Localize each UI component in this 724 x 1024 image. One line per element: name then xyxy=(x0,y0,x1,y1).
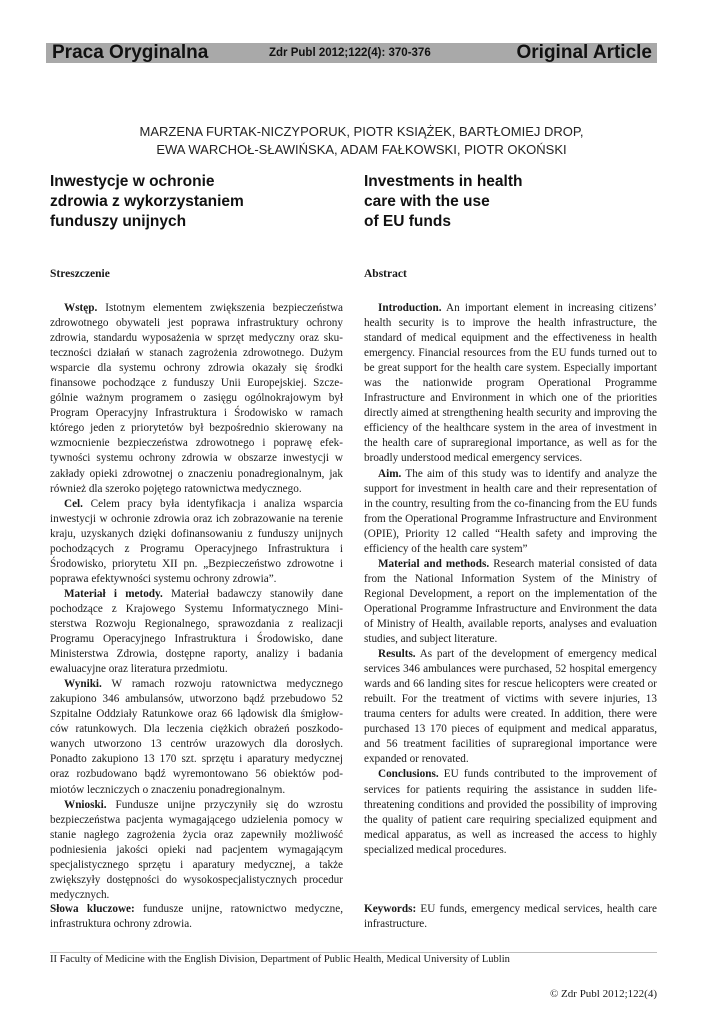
article-type-english: Original Article xyxy=(516,42,652,63)
paragraph-text: As part of the development of emergency medical services 346 ambulances were purchased, 52 hospital emergency wards and 66 landing sites for rescue helicopters were created or rebuilt. For the treatment of victims with severe injuries, 13 trauma centers for adults were created. In addition, there were purchased 13 170 pieces of equipment and medical apparatus, and 56 treatment facilities of supraregional importance were expanded or renovated. xyxy=(364,648,657,766)
paragraph-label: Conclusions. xyxy=(378,768,439,781)
paragraph-label: Cel. xyxy=(64,497,83,510)
keywords-label: Słowa kluczowe: xyxy=(50,903,135,915)
title-line: care with the use xyxy=(364,193,490,210)
abstract-heading-polish: Streszczenie xyxy=(50,268,110,280)
author-line: MARZENA FURTAK-NICZYPORUK, PIOTR KSIĄŻEK, BARTŁOMIEJ DROP, xyxy=(139,124,584,139)
abstract-heading-english: Abstract xyxy=(364,268,407,280)
abstract-paragraph xyxy=(364,467,657,557)
keywords-text: fundusze unijne, ratownictwo medyczne, infrastruktura ochrony zdrowia. xyxy=(50,903,343,931)
paragraph-text: Istotnym elementem zwiększenia bezpieczeństwa zdrowotnego obywateli jest poprawa infrastruktury ochrony zdrowia, standardu wyposażenia w sprzęt medyczny oraz skuteczności działań w stanach zagrożenia zdrowotnego. Dużym wsparcie dla systemu ochrony zdrowia okazały się środki finansowe pochodzące z funduszy Unii Europejskiej. Szczególnie ważnym programem o zasięgu ogólnokrajowym był Program Operacyjny Infrastruktura i Środowisko w ramach którego jeden z priorytetów był bezpośrednio skierowany na wzmocnienie bezpieczeństwa zdrowotnego i poprawę efektywności systemu ochrony zdrowia w obszarze inwestycji w zakłady opieki zdrowotnej o znaczeniu ponadregionalnym, jak również dla szeroko pojętego ratownictwa medycznego. xyxy=(50,302,343,495)
footnote-divider xyxy=(50,952,657,953)
paragraph-label: Wyniki. xyxy=(64,678,102,691)
journal-header-bar xyxy=(46,43,657,63)
paragraph-label: Wnioski. xyxy=(64,798,107,811)
paragraph-text: The aim of this study was to identify and analyze the support for investment in health care and their representation of in the country, resulting from the co-financing from the EU funds from the Operational Programme Infrastructure and Environment (OPIE), Priority 12 called “Health safety and improving the efficiency of the health care system” xyxy=(364,467,657,555)
abstract-body-english xyxy=(364,301,657,858)
paragraph-text: An important element in increasing citizens’ health security is to improve the health infrastructure, the standard of medical equipment and the effectiveness in health emergency. Financial resources from the EU funds turned out to be great support for the health care system. Especially important was the nationwide program Operational Programme Infrastructure and Environment in which one of the priorities directly aimed at strengthening health security and improving the efficiency of the healthcare system in the area of investment in the health care of supraregional importance, as well as for the broadly understood medical emergency services. xyxy=(364,302,657,465)
paragraph-text: EU funds contributed to the improvement of services for patients requiring the assistance in sudden life-threatening conditions and provided the possibility of improving the quality of patient care requiring specialized equipment and medical apparatus, as well as increased the access to highly specialized medical procedures. xyxy=(364,768,657,856)
keywords-english xyxy=(364,902,657,932)
abstract-paragraph xyxy=(364,301,657,467)
paragraph-text: Celem pracy była identyfikacja i analiza wsparcia inwestycji w ochronie zdrowia oraz ich zobrazowanie na terenie kraju, uzyskanych dzięki dofinansowaniu z funduszy unijnych pochodzących z Programu Operacyjnego Infrastruktura i Środowisko, priorytetu XII pn. „Bezpieczeństwo zdrowotne i poprawa efektywności systemu ochrony zdrowia”. xyxy=(50,497,343,585)
title-english xyxy=(364,172,522,232)
paragraph-label: Aim. xyxy=(378,467,402,480)
paragraph-text: Research material consisted of data from the National Information System of the Ministry of Regional Development, a report on the implementation of the Operational Programme Infrastructure and Environment the data of Ministry of Health, available reports, analyses and evaluation studies, and subject literature. xyxy=(364,557,657,646)
paragraph-label: Introduction. xyxy=(378,302,442,314)
paragraph-label: Results. xyxy=(378,648,416,661)
article-type-polish: Praca Oryginalna xyxy=(52,42,209,63)
abstract-paragraph xyxy=(364,767,657,857)
author-affiliation: II Faculty of Medicine with the English Division, Department of Public Health, Medical University of Lublin xyxy=(50,954,510,965)
paragraph-text: W ramach rozwoju ratownictwa medycznego zakupiono 346 ambulansów, utworzono bądź przebudowo 52 Szpitalne Oddziały Ratunkowe oraz 66 lądowisk dla śmigłowców ratunkowych. Dla leczenia ciężkich obrażeń poszkodowanych utworzono 13 centrów urazowych dla dorosłych. Ponadto zakupiono 13 170 szt. sprzętu i aparatury medycznej oraz rozbudowano bądź wyremontowano 56 obiektów podmiotów leczniczych o znaczeniu ponadregionalnym. xyxy=(50,678,343,796)
journal-citation: Zdr Publ 2012;122(4): 370-376 xyxy=(269,47,431,59)
keywords-text: EU funds, emergency medical services, health care infrastructure. xyxy=(364,903,657,931)
paragraph-label: Materiał i metody. xyxy=(64,587,163,600)
abstract-paragraph xyxy=(50,677,343,797)
paragraph-text: Fundusze unijne przyczyniły się do wzrostu bezpieczeństwa pacjenta wymagającego udzielenia pomocy w stanie nagłego zagrożenia życia oraz zapewniły możliwość podniesienia jakości opieki nad pacjentem wymagającym specjalistycznego sprzętu i aparatury medycznej, a także zwiększyły dostępności do wysokospecjalistycznych procedur medycznych. xyxy=(50,798,343,901)
title-line: Investments in health xyxy=(364,173,523,190)
title-line: zdrowia z wykorzystaniem xyxy=(50,193,244,210)
title-line: funduszy unijnych xyxy=(50,213,187,230)
abstract-body-polish xyxy=(50,301,343,903)
abstract-paragraph xyxy=(364,557,657,647)
title-line: of EU funds xyxy=(364,213,451,230)
title-line: Inwestycje w ochronie xyxy=(50,173,215,190)
paragraph-text: Materiał badawczy stanowiły dane pochodzące z Krajowego Systemu Informatycznego Ministerstwa Rozwoju Regionalnego, sprawozdania z realizacji Programu Operacyjnego Infrastruktura i Środowisko, dane Ministerstwa Zdrowia, dostępne raporty, analizy i badania ewaluacyjne oraz literatura przedmiotu. xyxy=(50,587,344,676)
author-line: EWA WARCHOŁ-SŁAWIŃSKA, ADAM FAŁKOWSKI, PIOTR OKOŃSKI xyxy=(156,142,567,157)
abstract-paragraph xyxy=(50,798,343,903)
title-polish xyxy=(50,172,244,232)
author-list xyxy=(60,123,663,159)
paragraph-label: Wstęp. xyxy=(64,302,98,314)
abstract-paragraph xyxy=(50,587,343,677)
page-footer: © Zdr Publ 2012;122(4) xyxy=(549,988,657,1000)
abstract-paragraph xyxy=(50,301,343,497)
keywords-label: Keywords: xyxy=(364,903,417,915)
abstract-paragraph xyxy=(364,647,657,767)
keywords-polish xyxy=(50,902,343,932)
abstract-paragraph xyxy=(50,497,343,587)
paragraph-label: Material and methods. xyxy=(378,557,490,570)
